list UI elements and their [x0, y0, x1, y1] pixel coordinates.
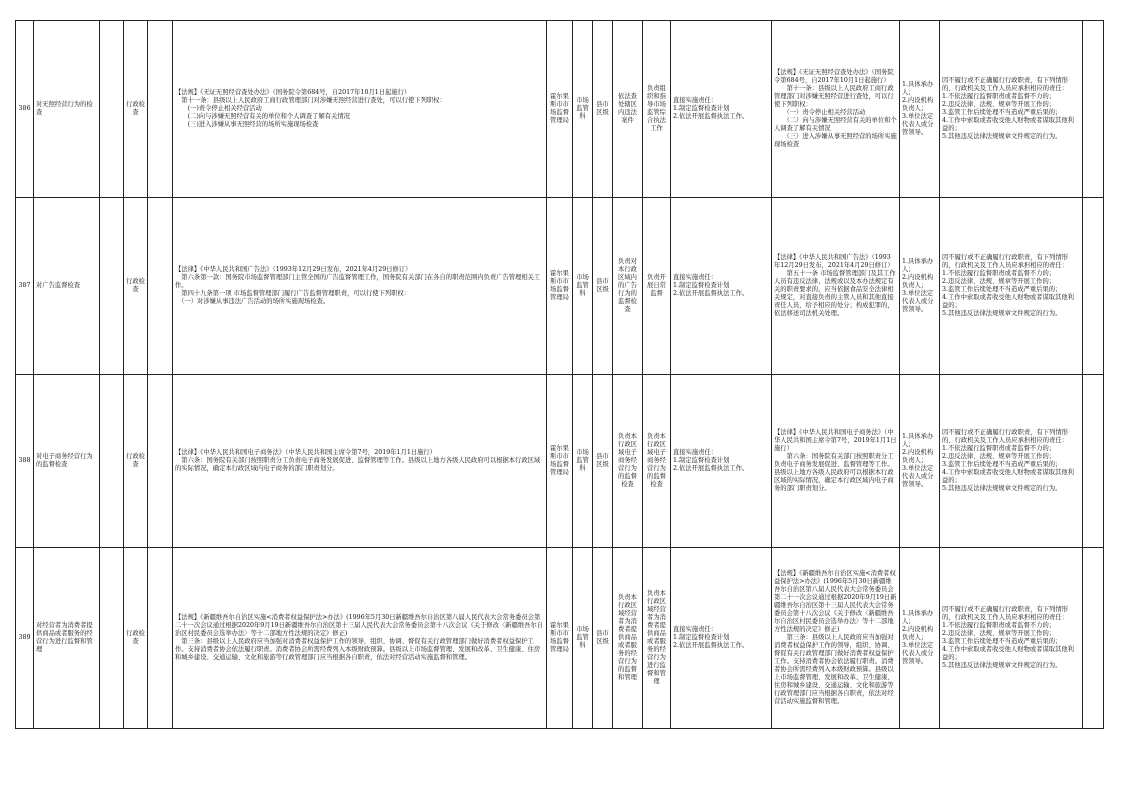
sub-item-cell: [100, 198, 124, 375]
dept-cell: 市场监管科: [573, 21, 593, 198]
subject-cell: 霍尔果斯市市场监督管理局: [547, 198, 573, 375]
category-cell: 行政检查: [124, 548, 148, 729]
blank-cell: [148, 198, 173, 375]
accountability-cell: 因不履行或不正确履行行政职责，有下列情形的，行政机关及工作人员应承担相应的责任： 1.不依法履行监督职责或者监督不力的； 2.违反法律、法规、规章等开展工作的； 3.监管工作后续处理不当造成严重后果的； 4.工作中索取或者收受他人财物或者谋取其他利益的； 5.其他违反法律法规规章文件规定的行为。: [940, 375, 1083, 548]
blank-cell: [148, 375, 173, 548]
item-name-cell: 对电子商务经营行为的监督检查: [34, 375, 100, 548]
blank-cell: [148, 548, 173, 729]
responsibility-cell: 直接实施责任： 1.制定监督检查计划 2.依法开展监督执法工作。: [671, 548, 772, 729]
note-cell: [1083, 21, 1104, 198]
note-cell: [1083, 548, 1104, 729]
responsibility-cell: 直接实施责任： 1.制定监督检查计划 2.依法开展监督执法工作。: [671, 375, 772, 548]
category-cell: 行政检查: [124, 375, 148, 548]
table-row: [16, 375, 1104, 548]
subject-cell: 霍尔果斯市市场监督管理局: [547, 375, 573, 548]
content-cell: 负责对本行政区域内的广告行为的监督检查: [613, 198, 643, 375]
item-name-cell: 对广告监督检查: [34, 198, 100, 375]
bearer-cell: 1.具体承办人； 2.内设机构负责人； 3.单位法定代表人或分管领导。: [900, 21, 940, 198]
item-name-cell: 对无照经营行为的检查: [34, 21, 100, 198]
responsibility-cell: 直接实施责任： 1.制定监督检查计划 2.依法开展监督执法工作。: [671, 198, 772, 375]
table-row: [16, 21, 1104, 198]
duty-cell: 负责开展日常监督: [643, 198, 671, 375]
blank-cell: [148, 21, 173, 198]
dept-cell: 市场监管科: [573, 375, 593, 548]
basis-cell: 【法规】《新疆维吾尔自治区实施<消费者权益保护法>办法》(1996年5月30日新疆维吾尔自治区第八届人民代表大会常务委员会第二十一次会议通过根据2020年9月19日新疆维吾尔自治区第十三届人民代表大会常务委员会第十八次会议《关于修改〈新疆维吾尔自治区村民委员会选举办法〉等十二部地方性法规的决定》修正) 第三条：县级以上人民政府应当加强对消费者权益保护工作的领导，组织、协调、督促有关行政管理部门做好消费者权益保护工作。支持消费者协会依法履行职责。消费者协会所需经费列入本级财政预算。县级以上市场监督管理、发展和改革、卫生健康、住房和城乡建设、交通运输、文化和旅游等行政管理部门应当根据各自职责，依法对经营活动实施监督和管理。: [173, 548, 547, 729]
level-cell: 县市区级: [593, 548, 613, 729]
bearer-cell: 1.具体承办人； 2.内设机构负责人； 3.单位法定代表人或分管领导。: [900, 548, 940, 729]
seq-cell: 387: [16, 198, 34, 375]
sub-item-cell: [100, 21, 124, 198]
seq-cell: 388: [16, 375, 34, 548]
bearer-cell: 1.具体承办人； 2.内设机构负责人； 3.单位法定代表人或分管领导。: [900, 375, 940, 548]
content-cell: 依法查处辖区内违法案件: [613, 21, 643, 198]
level-cell: 县市区级: [593, 198, 613, 375]
legal-basis-cell: 【法规】《无证无照经营查处办法》（国务院令第684号，自2017年10月1日起施行） 第十一条：县级以上人民政府工商行政管理部门对涉嫌无照经营进行查处，可以行使下列职权： （一）责令停止相关经营活动 （二）向与涉嫌无照经营有关的单位和个人调查了解有关情况 （三）进入涉嫌从事无照经营的场所实施现场检查: [772, 21, 900, 198]
level-cell: 县市区级: [593, 375, 613, 548]
category-cell: 行政检查: [124, 21, 148, 198]
sub-item-cell: [100, 548, 124, 729]
item-name-cell: 对经营者为消费者提供商品或者服务的经营行为进行监督和管理: [34, 548, 100, 729]
duty-cell: 负责本行政区域电子商务经营行为的监督检查: [643, 375, 671, 548]
seq-cell: 389: [16, 548, 34, 729]
sub-item-cell: [100, 375, 124, 548]
legal-basis-cell: 【法律】《中华人民共和国广告法》（1993年12月29日发布，2021年4月29日修订） 第五十一条 市场监督管理部门及其工作人员有违反法律、法规或以及本办法规定有关的职责要求的，应当依据食品安全法律相关规定，对直接负责的主管人员和其他直接责任人员，给予相应的处分；构成犯罪的，依法移送司法机关处理。: [772, 198, 900, 375]
subject-cell: 霍尔果斯市市场监督管理局: [547, 548, 573, 729]
level-cell: 县市区级: [593, 21, 613, 198]
note-cell: [1083, 198, 1104, 375]
table-row: [16, 548, 1104, 729]
accountability-cell: 因不履行或不正确履行行政职责，有下列情形的，行政机关及工作人员应承担相应的责任： 1.不依法履行监督职责或者监督不力的； 2.违反法律、法规、规章等开展工作的； 3.监管工作后续处理不当造成严重后果的； 4.工作中索取或者收受他人财物或者谋取其他利益的； 5.其他违反法律法规规章文件规定的行为。: [940, 198, 1083, 375]
duty-cell: 负责本行政区域经营者为消费者提供商品或者服务的经营行为进行监督和管理: [643, 548, 671, 729]
bearer-cell: 1.具体承办人； 2.内设机构负责人； 3.单位法定代表人或分管领导。: [900, 198, 940, 375]
basis-cell: 【法规】《无证无照经营查处办法》（国务院令第684号，自2017年10月1日起施行） 第十一条：县级以上人民政府工商行政管理部门对涉嫌无照经营进行查处，可以行使下列职权： (一)责令停止相关经营活动 (二)向与涉嫌无照经营有关的单位和个人调查了解有关情况 (三)进入涉嫌从事无照经营的场所实施现场检查: [173, 21, 547, 198]
legal-basis-cell: 【法律】《中华人民共和国电子商务法》（中华人民共和国主席令第7号，2019年1月1日施行） 第六条：国务院有关部门按照职责分工负责电子商务发展促进、监督管理等工作。县级以上地方各级人民政府可以根据本行政区域的实际情况，确定本行政区域内电子商务的部门职责划分。: [772, 375, 900, 548]
table-row: [16, 198, 1104, 375]
basis-cell: 【法律】《中华人民共和国电子商务法》（中华人民共和国主席令第7号，2019年1月1日施行） 第六条：国务院有关部门按照职责分工负责电子商务发展促进、监督管理等工作。县级以上地方各级人民政府可以根据本行政区域的实际情况，确定本行政区域内电子商务的部门职责划分。: [173, 375, 547, 548]
dept-cell: 市场监管科: [573, 198, 593, 375]
subject-cell: 霍尔果斯市市场监督管理局: [547, 21, 573, 198]
responsibility-cell: 直接实施责任： 1.制定监督检查计划 2.依法开展监督执法工作。: [671, 21, 772, 198]
category-cell: 行政检查: [124, 198, 148, 375]
duty-cell: 负责组织和指导市场监管综合执法工作: [643, 21, 671, 198]
note-cell: [1083, 375, 1104, 548]
content-cell: 负责本行政区域电子商务经营行为的监督检查: [613, 375, 643, 548]
seq-cell: 386: [16, 21, 34, 198]
accountability-cell: 因不履行或不正确履行行政职责，有下列情形的，行政机关及工作人员应承担相应的责任： 1.不依法履行监督职责或者监督不力的； 2.违反法律、法规、规章等开展工作的； 3.监管工作后续处理不当造成严重后果的； 4.工作中索取或者收受他人财物或者谋取其他利益的； 5.其他违反法律法规规章文件规定的行为。: [940, 548, 1083, 729]
dept-cell: 市场监管科: [573, 548, 593, 729]
content-cell: 负责本行政区域经营者为消费者提供商品或者服务的经营行为的监督和管理: [613, 548, 643, 729]
legal-basis-cell: 【法规】《新疆维吾尔自治区实施<消费者权益保护法>办法》(1996年5月30日新疆维吾尔自治区第八届人民代表大会常务委员会第二十一次会议通过根据2020年9月19日新疆维吾尔自治区第十三届人民代表大会常务委员会第十八次会议《关于修改〈新疆维吾尔自治区村民委员会选举办法〉等十二部地方性法规的决定》修正) 第三条：县级以上人民政府应当加强对消费者权益保护工作的领导，组织、协调、督促有关行政管理部门做好消费者权益保护工作。支持消费者协会依法履行职责。消费者协会所需经费列入本级财政预算。县级以上市场监督管理、发展和改革、卫生健康、住房和城乡建设、交通运输、文化和旅游等行政管理部门应当根据各自职责，依法对经营活动实施监督和管理。: [772, 548, 900, 729]
basis-cell: 【法律】《中华人民共和国广告法》（1993年12月29日发布，2021年4月29日修订） 第六条第一款：国务院市场监督管理部门主管全国的广告监督管理工作，国务院有关部门在各自的职责范围内负责广告管理相关工作。 第四十九条第一项 市场监督管理部门履行广告监督管理职责，可以行使下列职权： （一）对涉嫌从事违法广告活动的场所实施现场检查。: [173, 198, 547, 375]
accountability-cell: 因不履行或不正确履行行政职责，有下列情形的，行政机关及工作人员应承担相应的责任： 1.不依法履行监督职责或者监督不力的； 2.违反法律、法规、规章等开展工作的； 3.监管工作后续处理不当造成严重后果的； 4.工作中索取或者收受他人财物或者谋取其他利益的； 5.其他违反法律法规规章文件规定的行为。: [940, 21, 1083, 198]
power-list-table: [15, 20, 1104, 729]
